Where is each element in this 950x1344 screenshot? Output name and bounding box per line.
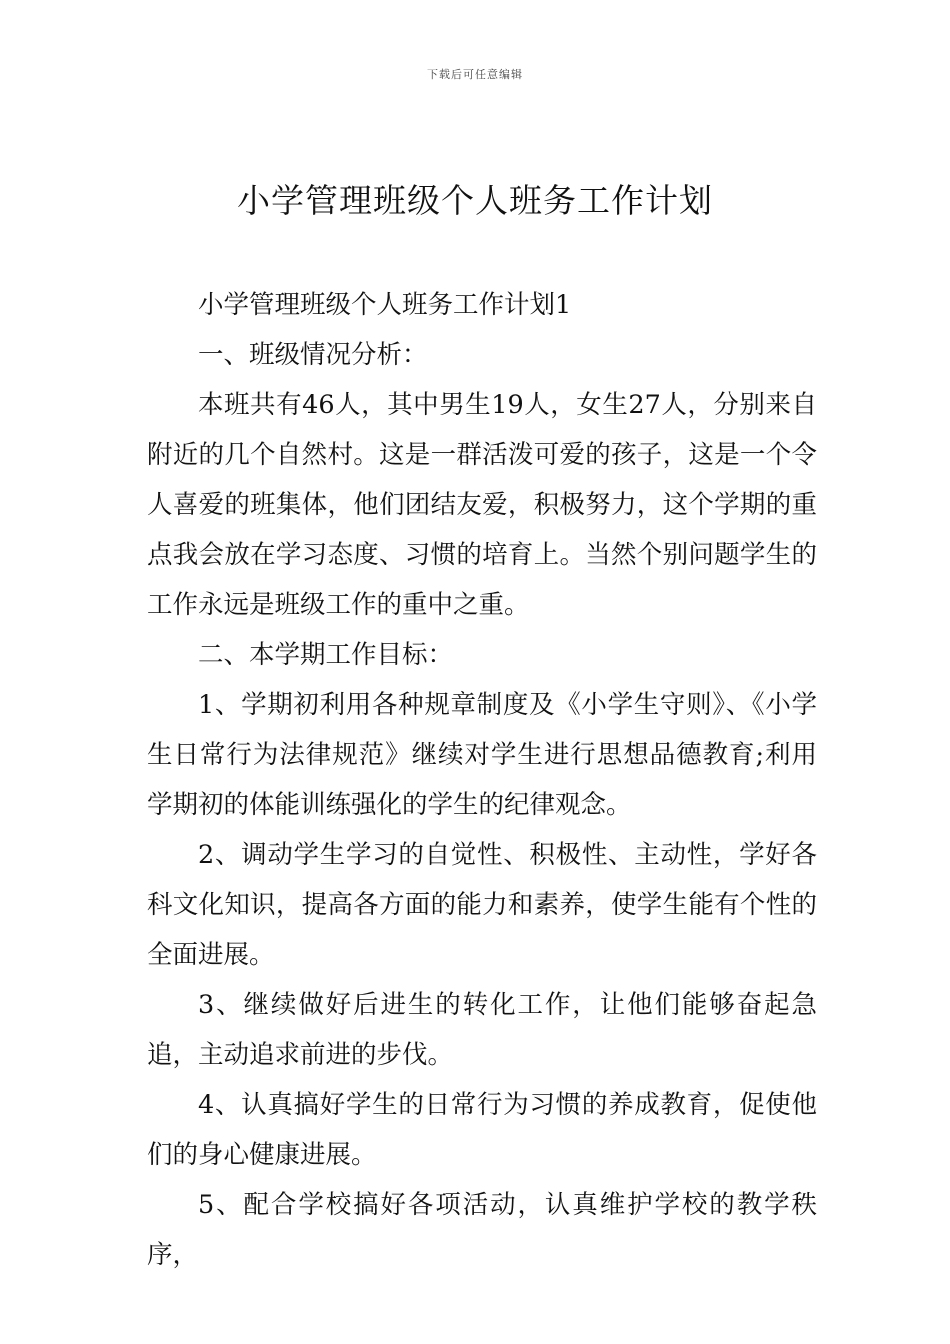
- goal-item-5: 5、配合学校搞好各项活动，认真维护学校的教学秩序，: [147, 1190, 817, 1270]
- document-body: [147, 280, 817, 1280]
- section-heading-class-analysis: 一、班级情况分析：: [198, 340, 428, 370]
- goal-item-4: 4、认真搞好学生的日常行为习惯的养成教育，促使他们的身心健康进展。: [147, 1090, 817, 1170]
- subtitle-paragraph: 小学管理班级个人班务工作计划1: [198, 290, 572, 320]
- goal-item-1: 1、学期初利用各种规章制度及《小学生守则》、《小学生日常行为法律规范》继续对学生进行思想品德教育;利用学期初的体能训练强化的学生的纪律观念。: [147, 690, 817, 820]
- header-watermark: 下载后可任意编辑: [427, 68, 523, 81]
- paragraph-class-analysis: 本班共有46人，其中男生19人，女生27人，分别来自附近的几个自然村。这是一群活泼可爱的孩子，这是一个令人喜爱的班集体，他们团结友爱，积极努力，这个学期的重点我会放在学习态度、习惯的培育上。当然个别问题学生的工作永远是班级工作的重中之重。: [147, 390, 817, 620]
- goal-item-3: 3、继续做好后进生的转化工作，让他们能够奋起急追，主动追求前进的步伐。: [147, 990, 817, 1070]
- goal-item-2: 2、调动学生学习的自觉性、积极性、主动性，学好各科文化知识，提高各方面的能力和素养，使学生能有个性的全面进展。: [147, 840, 817, 970]
- section-heading-goals: 二、本学期工作目标：: [198, 640, 454, 670]
- document-title: 小学管理班级个人班务工作计划: [237, 181, 713, 220]
